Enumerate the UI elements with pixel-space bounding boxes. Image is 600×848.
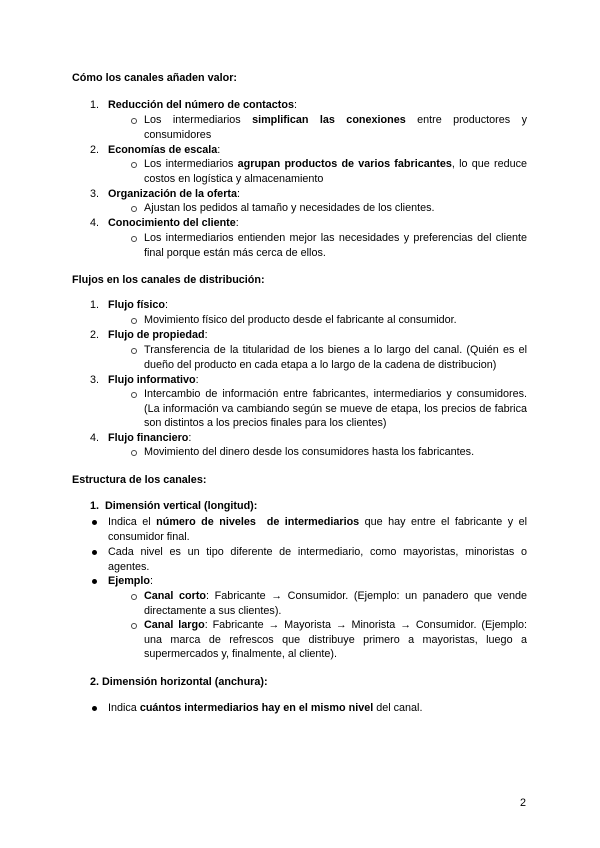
item-title: Flujo financiero (108, 432, 189, 444)
subheading-horizontal: 2. Dimensión horizontal (anchura): (90, 676, 268, 688)
bold-text: simplifican las conexiones (252, 114, 406, 126)
text: Indica (108, 702, 140, 714)
bold-text: Ejemplo (108, 575, 150, 587)
bold-text: agrupan productos de varios fabricantes (237, 158, 452, 170)
list-number: 3. (90, 374, 100, 386)
colon: : (164, 299, 168, 311)
text: Los intermediarios (144, 158, 238, 170)
bullet (108, 574, 527, 589)
item-title: Flujo de propiedad (108, 329, 205, 341)
text: Intercambio de información entre fabricantes, intermediarios y consumidores. (La información va cambiando según se mueve de etapa, los precios de fabrica son distintos a los precios finales para los clientes) (144, 388, 527, 430)
item-title: Flujo informativo (108, 374, 196, 386)
list-number: 2. (90, 144, 100, 156)
sub-bullet (144, 201, 527, 216)
colon: : (217, 144, 221, 156)
bullet (108, 701, 527, 716)
colon: : (204, 329, 208, 341)
colon: : (195, 374, 199, 386)
text: Transferencia de la titularidad de los bienes a lo largo del canal. (Quién es el dueño del producto en cada etapa a lo largo de la cadena de distribucion) (144, 344, 527, 371)
sub-bullet (144, 113, 527, 142)
list-number: 3. (90, 188, 100, 200)
colon: : (235, 217, 239, 229)
sub-bullet (144, 313, 527, 328)
subheading-vertical: 1. Dimensión vertical (longitud): (90, 500, 258, 512)
text: entre productores y consumidores (144, 114, 528, 141)
page-number: 2 (520, 797, 527, 809)
text: Movimiento del dinero desde los consumidores hasta los fabricantes. (144, 446, 475, 458)
sub-bullet (144, 231, 527, 260)
text: que hay entre el fabricante y el consumidor final. (108, 516, 527, 543)
item-title: Organización de la oferta (108, 188, 237, 200)
section-heading-estructura: Estructura de los canales: (72, 474, 207, 486)
sub-bullet (144, 343, 527, 372)
item-title: Flujo físico (108, 299, 165, 311)
bullet (108, 545, 527, 574)
sub-bullet (144, 618, 527, 662)
text: del canal. (373, 702, 423, 714)
bullet (108, 515, 527, 544)
sub-bullet (144, 445, 527, 460)
sub-bullet (144, 157, 527, 186)
list-number: 4. (90, 217, 100, 229)
section-heading-valor: Cómo los canales añaden valor: (72, 72, 238, 84)
item-title: Conocimiento del cliente (108, 217, 236, 229)
bold-text: Canal largo (144, 619, 205, 631)
text: , lo que reduce costos en logística y almacenamiento (144, 158, 528, 185)
bold-text: número de niveles de intermediarios (156, 516, 360, 528)
item-title: Reducción del número de contactos (108, 99, 294, 111)
sub-bullet (144, 387, 527, 431)
list-number: 4. (90, 432, 100, 444)
sub-bullet (144, 589, 527, 618)
list-number: 1. (90, 299, 100, 311)
bold-text: Canal corto (144, 590, 207, 602)
text: Cada nivel es un tipo diferente de intermediario, como mayoristas, minoristas o agentes. (108, 546, 527, 573)
item-title: Economías de escala (108, 144, 218, 156)
section-heading-flujos: Flujos en los canales de distribución: (72, 274, 265, 286)
colon: : (237, 188, 240, 200)
bold-text: cuántos intermediarios hay en el mismo nivel (139, 702, 374, 714)
text: Los intermediarios entienden mejor las necesidades y preferencias del cliente final porque están más cerca de ellos. (144, 232, 527, 259)
text: : Fabricante → Consumidor. (Ejemplo: un panadero que vende directamente a sus clientes). (144, 590, 527, 617)
text: Movimiento físico del producto desde el fabricante al consumidor. (144, 314, 457, 326)
text: Ajustan los pedidos al tamaño y necesidades de los clientes. (144, 202, 435, 214)
text: Indica el (108, 516, 157, 528)
text: Los intermediarios (144, 114, 253, 126)
colon: : (293, 99, 297, 111)
colon: : (188, 432, 192, 444)
list-number: 2. (90, 329, 100, 341)
text: : (150, 575, 153, 587)
list-number: 1. (90, 99, 100, 111)
text: : Fabricante → Mayorista → Minorista → Consumidor. (Ejemplo: una marca de refrescos que distribuye primero a mayoristas, luego a supermercados y, finalmente, al cliente). (144, 619, 527, 661)
